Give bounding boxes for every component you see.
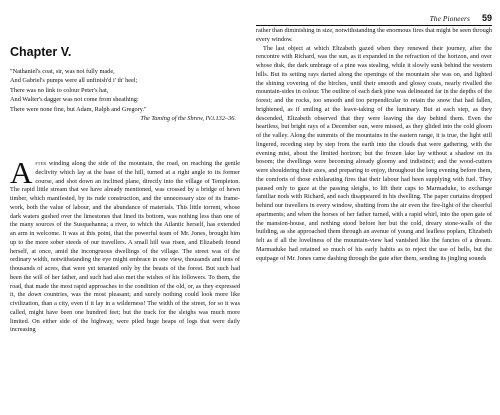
epigraph-source: The Taming of the Shrew, IV.i.132–36. [140,115,236,123]
paragraph: The last object at which Elizabeth gazed when they renewed their journey, after the rencontre with Richard, was the sun, as it expanded in the refraction of the horizon, and over whose disk, the dark umbrage of a pine was stealing, while it slowly sunk behind the western hills. But its setting rays darted along the openings of the mountain she was on, and lighted the shining covering of the birches, until their smooth and glossy coats, nearly rivalled the mountain-sides in colour. The outline of each dark pine was delineated far in the depths of the forest; and the rocks, too smooth and too perpendicular to retain the snow that had fallen, brightened, as if smiling at the leave-taking of the luminary. But at each step, as they descended, Elizabeth observed that they were leaving the day behind them. Even the heartless, but bright rays of a December sun, were missed, as they glided into the cold gloom of the valley. Along the summits of the mountains in the eastern range, it is true, the light still lingered, receding step by step from the earth into the clouds that were gathering, with the evening mist, about the limited horizon; but the frozen lake lay without a shadow on its bosom; the dwellings were becoming already gloomy and indistinct; and the wood-cutters were shouldering their axes, and preparing to enjoy, throughout the long evening before them, the comforts of those exhilarating fires that their labour had been supplying with fuel. They paused only to gaze at the passing sleighs, to lift their caps to Marmaduke, to exchange familiar nods with Richard, and each disappeared in his dwelling. The paper curtains dropped behind our travellers in every window, shutting from the air even the fire-light of the cheerful apartments; and when the horses of her father turned, with a rapid whirl, into the open gate of the mansion-house, and nothing stood before her but the cold, dreary stone-walls of the building, as she approached them through an avenue of young and leafless poplars, Elizabeth felt as if all the loveliness of the mountain-view had vanished like the fancies of a dream. Marmaduke had retained so much of his early habits as to reject the use of bells, but the equipage of Mr. Jones came dashing through the gate after them, sending its jingling sounds [256,44,492,262]
lead-in-word: fter [35,160,47,167]
continued-paragraph: rather than diminishing in size, notwithstanding the enormous fires that might be seen through every window. [256,27,492,43]
epigraph-line: "Nathaniel's coat, sir, was not fully made, [10,68,115,75]
running-title: The Pioneers [429,14,470,23]
epigraph-line: There was no link to colour Peter's hat, [10,86,109,94]
epigraph [10,67,240,123]
right-body-text [256,27,492,263]
epigraph-line: And Walter's dagger was not come from sheathing: [10,96,139,104]
emphasis-word: down [27,291,42,299]
left-body-text [10,155,240,335]
epigraph-line: And Gabriel's pumps were all unfinish'd i' th' heel; [10,77,138,85]
paragraph-text: winding along the side of the mountain, the road, on reaching the gentle declivity which lay at the base of the hill, turned at a right angle to its former course, and shot down an inclined plane, directly into the village of Templeton. The rapid little stream that we have already mentioned, was crossed by a bridge of hewn timber, which manifested, by its rude construction, and the unnecessary size of its frame-work, both the value of labour, and the abundance of materials. This little torrent, whose dark waters gushed over the limestones that lined its bottom, was nothing less than one of the many sources of the Susquehanna; a river, to which the Atlantic herself, has extended an arm in welcome. It was at this point, that the powerful team of Mr. Jones, brought him up to the more sober steeds of our travellers. A small hill was risen, and Elizabeth found herself, at once, amid the incongruous dwellings of the village. The street was of the ordinary width, notwithstanding the eye might embrace in one view, thousands and tens of thousands of acres, that were yet tenanted only by the beasts of the forest. But such had been the will of her father, and such had also met the wishes of his followers. To them, the road, that made the most rapid approaches to the condition of the old, or, as they expressed it, the [10,160,240,299]
drop-cap: A [10,155,33,190]
opening-paragraph [10,155,240,335]
paragraph-text: countries, was the most pleasant; and surely nothing could look more like civilization, than a city, even if it lay in a wilderness! The width of the street, for so it was called, might have been one hundred feet; but the track for the sleighs was much more limited. On either side of the highway, were piled huge heaps of logs that were daily increasing [10,291,240,334]
epigraph-line: There were none fine, but Adam, Ralph and Gregory." [10,105,147,113]
chapter-title: Chapter V. [10,45,72,59]
page-number: 59 [481,13,492,23]
running-header [256,13,492,26]
